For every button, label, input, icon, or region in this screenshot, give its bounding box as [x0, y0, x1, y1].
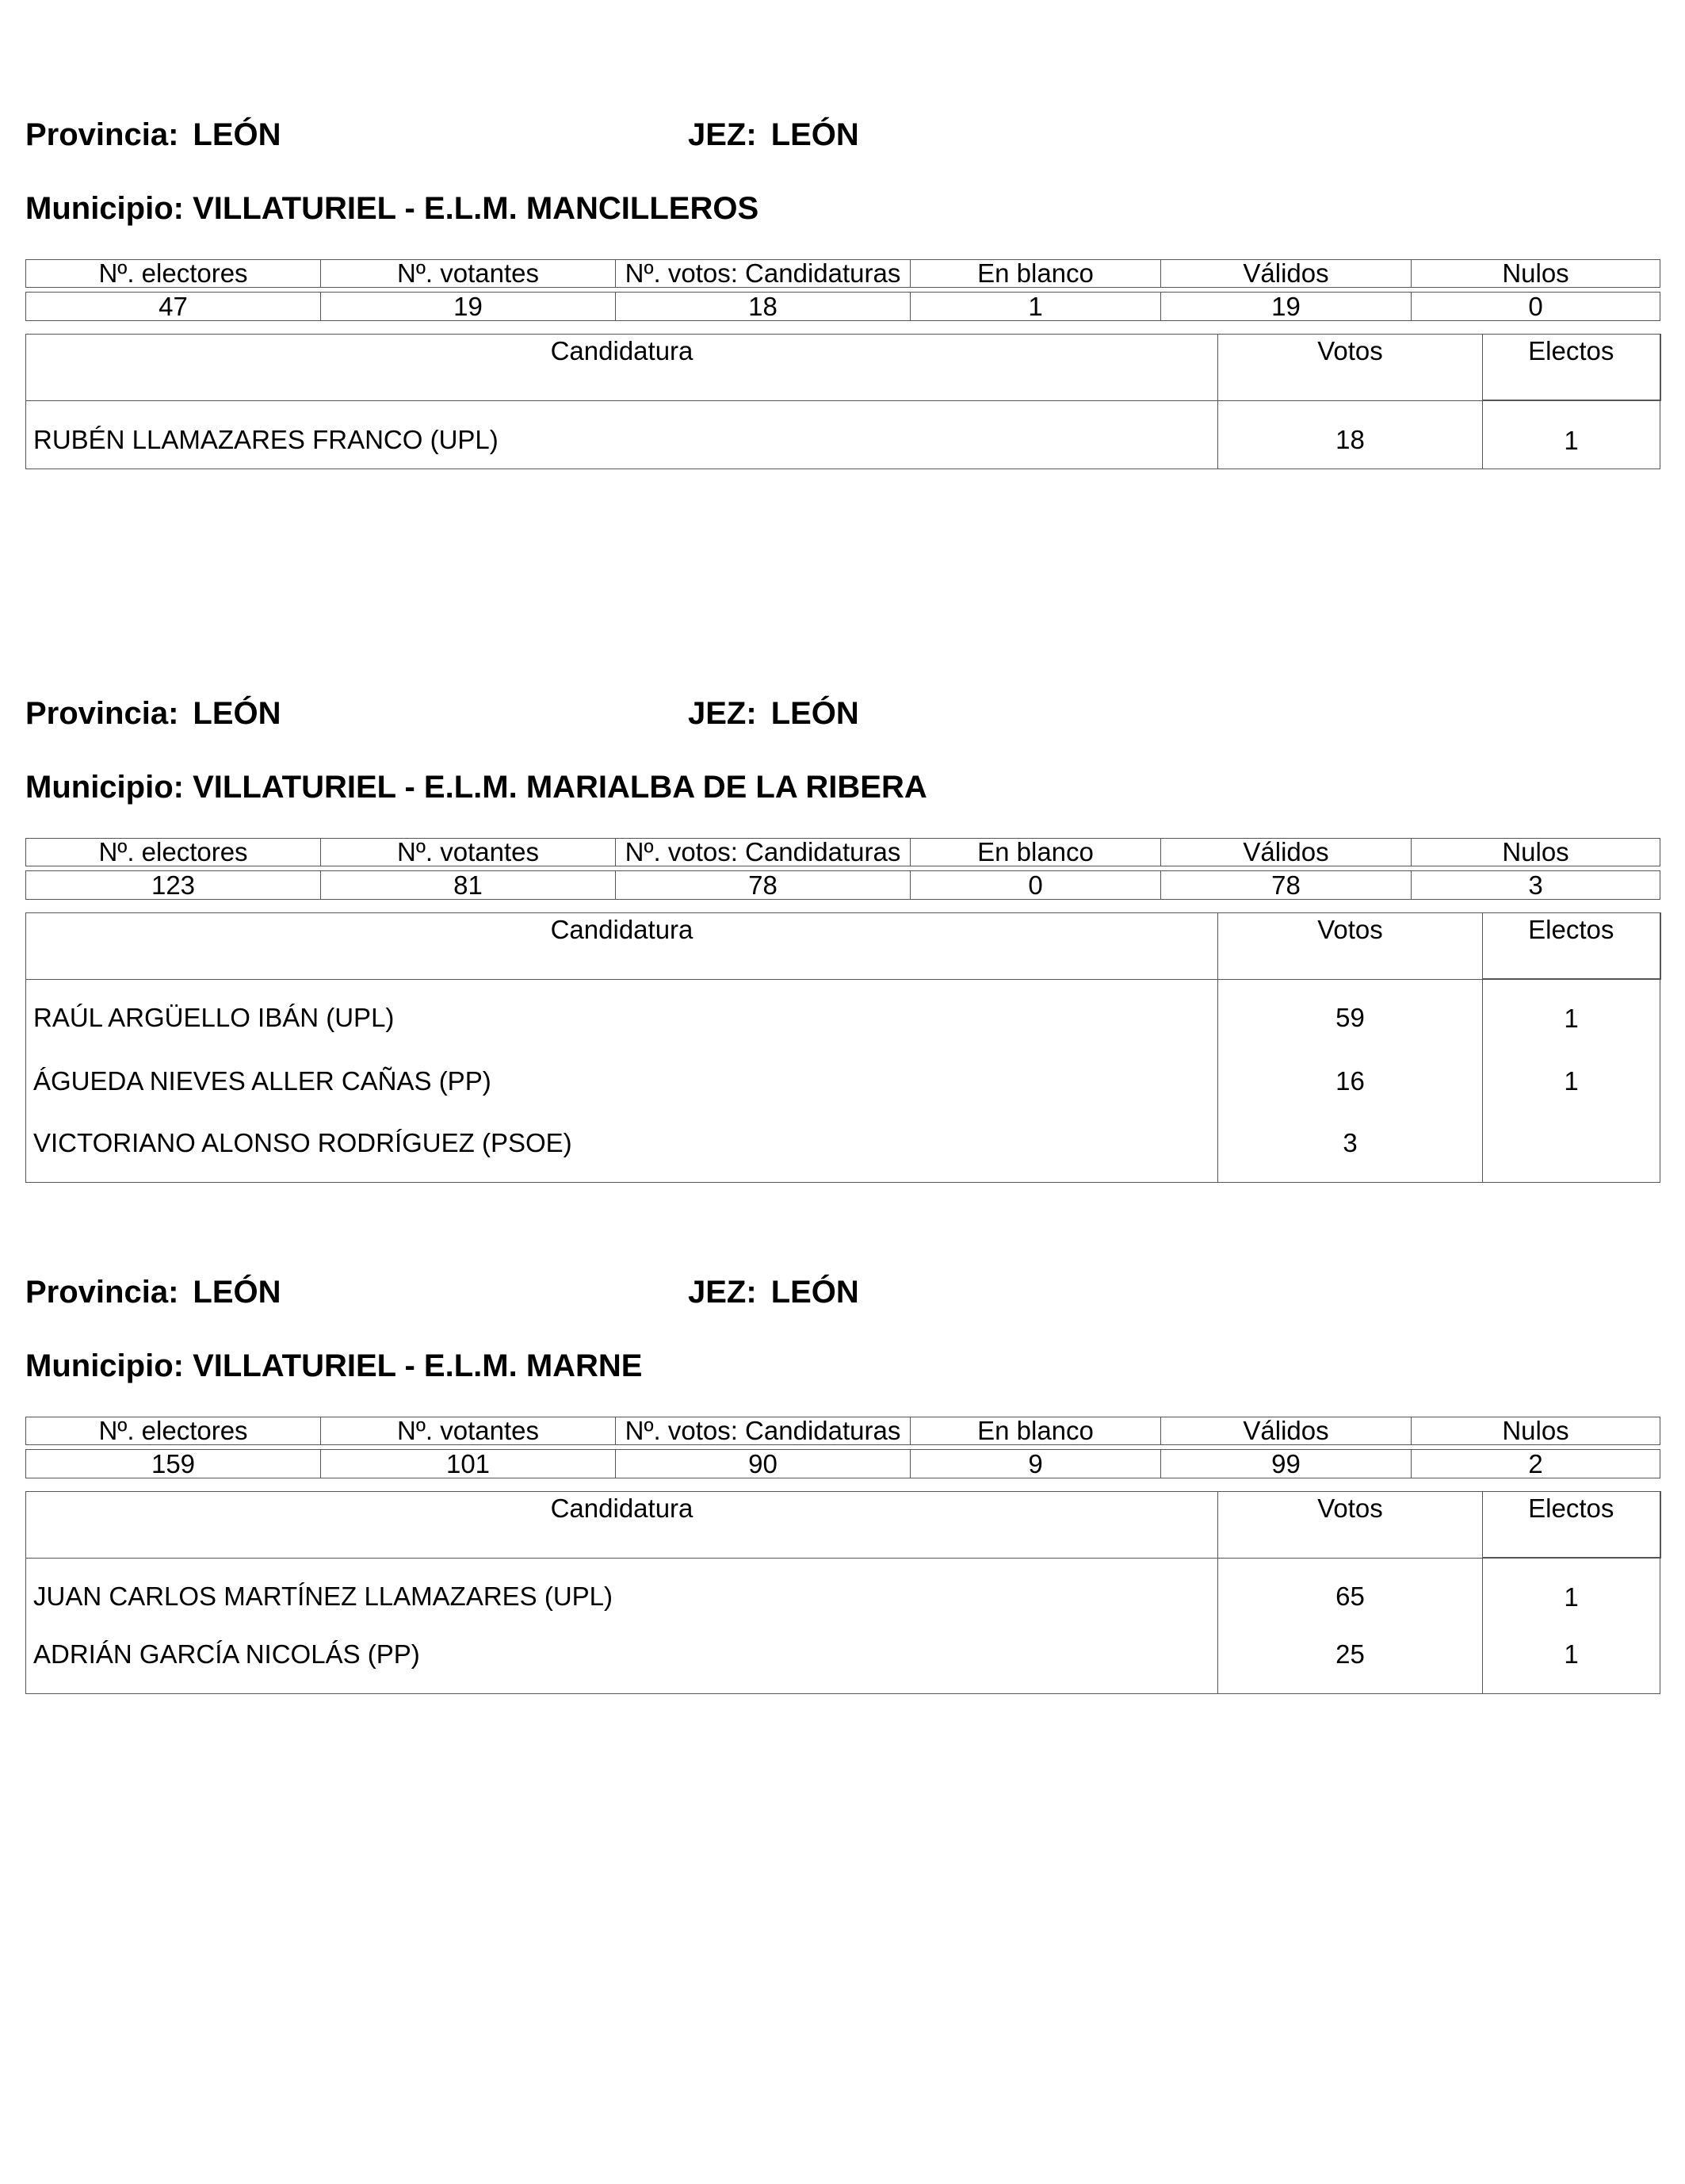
municipio-header: Municipio: VILLATURIEL - E.L.M. MANCILLEROS: [25, 191, 759, 226]
candidate-name: RUBÉN LLAMAZARES FRANCO (UPL): [26, 400, 1218, 469]
candidate-votos: 59: [1218, 979, 1483, 1047]
summary-value-electores: 159: [26, 1450, 321, 1478]
candidates-table: [25, 334, 1661, 469]
electos-header: Electos: [1483, 1492, 1660, 1559]
summary-value-candidaturas: 90: [616, 1450, 911, 1478]
candidate-electos: 1: [1483, 1047, 1660, 1115]
summary-header: Nulos: [1412, 839, 1660, 866]
summary-table: [25, 259, 1660, 321]
votos-header: Votos: [1218, 1492, 1483, 1559]
candidate-votos: 16: [1218, 1047, 1483, 1115]
summary-header: Nº. electores: [26, 1417, 321, 1445]
summary-value-validos: 78: [1161, 871, 1412, 900]
candidate-name: ADRIÁN GARCÍA NICOLÁS (PP): [26, 1626, 1218, 1694]
candidatura-header: Candidatura: [26, 335, 1218, 401]
summary-header: Nulos: [1412, 260, 1660, 288]
jez-value: LEÓN: [770, 696, 859, 731]
summary-header: Nº. electores: [26, 839, 321, 866]
jez-value: LEÓN: [770, 117, 859, 152]
summary-value-candidaturas: 78: [616, 871, 911, 900]
municipio-value: VILLATURIEL - E.L.M. MANCILLEROS: [193, 191, 759, 226]
table-row: [26, 1047, 1660, 1115]
summary-header: Nº. votantes: [321, 839, 616, 866]
summary-value-candidaturas: 18: [616, 293, 911, 321]
provincia-header: Provincia: LEÓN: [25, 1275, 281, 1310]
candidate-name: ÁGUEDA NIEVES ALLER CAÑAS (PP): [26, 1047, 1218, 1115]
candidate-votos: 3: [1218, 1115, 1483, 1183]
candidate-votos: 18: [1218, 400, 1483, 469]
summary-header: Nº. votantes: [321, 260, 616, 288]
summary-header: Nulos: [1412, 1417, 1660, 1445]
table-row: [26, 400, 1660, 469]
municipio-header: Municipio: VILLATURIEL - E.L.M. MARNE: [25, 1348, 643, 1383]
candidatura-header: Candidatura: [26, 1492, 1218, 1559]
summary-header: Válidos: [1161, 260, 1412, 288]
provincia-header: Provincia: LEÓN: [25, 117, 281, 152]
summary-header: Válidos: [1161, 839, 1412, 866]
summary-header: Nº. votantes: [321, 1417, 616, 1445]
municipio-header: Municipio: VILLATURIEL - E.L.M. MARIALBA DE LA RIBERA: [25, 770, 927, 805]
summary-value-nulos: 0: [1412, 293, 1660, 321]
summary-header: Nº. votos: Candidaturas: [616, 1417, 911, 1445]
provincia-value: LEÓN: [193, 117, 281, 152]
votos-header: Votos: [1218, 335, 1483, 401]
summary-value-votantes: 81: [321, 871, 616, 900]
summary-value-blanco: 9: [911, 1450, 1161, 1478]
candidate-votos: 25: [1218, 1626, 1483, 1694]
municipio-value: VILLATURIEL - E.L.M. MARNE: [193, 1348, 643, 1383]
summary-header: Nº. electores: [26, 260, 321, 288]
summary-value-electores: 47: [26, 293, 321, 321]
summary-header: En blanco: [911, 1417, 1161, 1445]
table-row: [26, 1558, 1660, 1626]
summary-value-validos: 99: [1161, 1450, 1412, 1478]
summary-value-blanco: 0: [911, 871, 1161, 900]
candidate-name: RAÚL ARGÜELLO IBÁN (UPL): [26, 979, 1218, 1047]
candidate-electos: 1: [1483, 400, 1660, 469]
summary-value-electores: 123: [26, 871, 321, 900]
summary-header: Válidos: [1161, 1417, 1412, 1445]
summary-value-nulos: 3: [1412, 871, 1660, 900]
summary-value-nulos: 2: [1412, 1450, 1660, 1478]
summary-header: En blanco: [911, 260, 1161, 288]
jez-header: JEZ: LEÓN: [688, 1275, 859, 1310]
summary-value-blanco: 1: [911, 293, 1161, 321]
provincia-header: Provincia: LEÓN: [25, 696, 281, 731]
table-row: [26, 1626, 1660, 1694]
summary-value-votantes: 19: [321, 293, 616, 321]
candidate-votos: 65: [1218, 1558, 1483, 1626]
summary-table: [25, 838, 1660, 900]
summary-header: Nº. votos: Candidaturas: [616, 260, 911, 288]
candidates-table: [25, 1491, 1661, 1694]
summary-header: En blanco: [911, 839, 1161, 866]
candidates-table: [25, 912, 1661, 1183]
electos-header: Electos: [1483, 913, 1660, 980]
summary-value-votantes: 101: [321, 1450, 616, 1478]
candidate-electos: 1: [1483, 1558, 1660, 1626]
candidate-name: VICTORIANO ALONSO RODRÍGUEZ (PSOE): [26, 1115, 1218, 1183]
summary-header: Nº. votos: Candidaturas: [616, 839, 911, 866]
votos-header: Votos: [1218, 913, 1483, 980]
table-row: [26, 979, 1660, 1047]
summary-table: [25, 1417, 1660, 1478]
provincia-value: LEÓN: [193, 1275, 281, 1310]
candidatura-header: Candidatura: [26, 913, 1218, 980]
candidate-name: JUAN CARLOS MARTÍNEZ LLAMAZARES (UPL): [26, 1558, 1218, 1626]
table-row: [26, 1115, 1660, 1183]
summary-value-validos: 19: [1161, 293, 1412, 321]
municipio-value: VILLATURIEL - E.L.M. MARIALBA DE LA RIBERA: [193, 770, 927, 805]
candidate-electos: [1483, 1115, 1660, 1183]
jez-value: LEÓN: [770, 1275, 859, 1310]
candidate-electos: 1: [1483, 979, 1660, 1047]
electos-header: Electos: [1483, 335, 1660, 401]
candidate-electos: 1: [1483, 1626, 1660, 1694]
provincia-value: LEÓN: [193, 696, 281, 731]
jez-header: JEZ: LEÓN: [688, 117, 859, 152]
jez-header: JEZ: LEÓN: [688, 696, 859, 731]
